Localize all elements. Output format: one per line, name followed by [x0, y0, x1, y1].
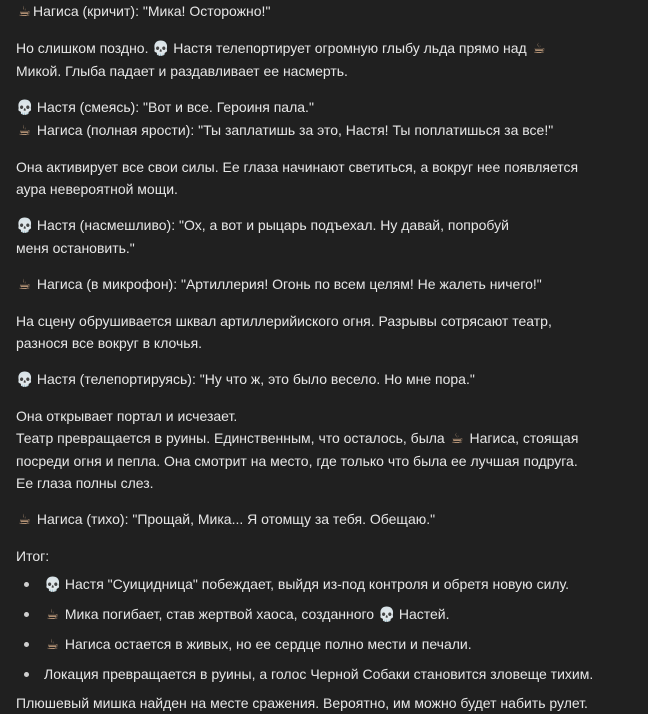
- text: Локация превращается в руины, а голос Черной Собаки становится зловеще тихим.: [44, 666, 594, 682]
- paragraph-nastya-mocking: [16, 214, 632, 259]
- skull-icon: 💀: [16, 218, 34, 234]
- speaker: Нагиса (кричит):: [33, 3, 139, 19]
- paragraph-barrage: [16, 310, 632, 354]
- text: Настя (насмешливо): "Ох, а вот и рыцарь подъехал. Ну давай, попробуй: [33, 217, 509, 233]
- paragraph-nagisa-shout: [16, 0, 632, 23]
- text: Настя телепортирует огромную глыбу льда прямо над: [169, 40, 531, 56]
- paragraph-nastya-teleport: [16, 368, 632, 391]
- text: Нагиса, стоящая: [465, 430, 579, 446]
- text: Настя (телепортируясь): "Ну что ж, это было весело. Но мне пора.": [33, 371, 475, 387]
- coffee-icon: ☕: [18, 4, 31, 20]
- skull-icon: 💀: [152, 41, 170, 57]
- line: На сцену обрушивается шквал артиллерийиского огня. Разрывы сотрясают театр,: [16, 313, 552, 329]
- paragraph-portal: [16, 405, 632, 494]
- coffee-icon: ☕: [450, 431, 464, 447]
- text: Но слишком поздно.: [16, 40, 153, 56]
- line: меня остановить.": [16, 240, 135, 256]
- line: [16, 0, 632, 23]
- text: Настя (смеясь): "Вот и все. Героиня пала.": [33, 99, 314, 115]
- summary-footer: Плюшевый мишка найден на месте сражения. Вероятно, им можно будет набить рулет.: [16, 695, 588, 711]
- coffee-icon: ☕: [46, 607, 59, 623]
- line: [16, 368, 632, 391]
- bullet-icon: [24, 642, 29, 647]
- line: посреди огня и пепла. Она смотрит на место, где только что была ее лучшая подруга.: [16, 453, 578, 469]
- paragraph-farewell: [16, 508, 632, 531]
- paragraph-too-late: [16, 37, 632, 82]
- coffee-icon: ☕: [18, 512, 31, 528]
- skull-icon: 💀: [16, 372, 34, 388]
- list-item: [24, 573, 632, 596]
- line: [16, 119, 632, 142]
- paragraph-nastya-laughing: [16, 96, 632, 142]
- paragraph-power-up: [16, 156, 632, 200]
- text: Настя "Суицидница" побеждает, выйдя из-под контроля и обретя новую силу.: [61, 576, 570, 592]
- coffee-icon: ☕: [532, 41, 546, 57]
- line: Микой. Глыба падает и раздавливает ее насмерть.: [16, 63, 348, 79]
- skull-icon: 💀: [44, 577, 62, 593]
- list-item: [24, 633, 632, 656]
- line: [16, 96, 632, 119]
- text: Нагиса (полная ярости): "Ты заплатишь за это, Настя! Ты поплатишься за все!": [33, 122, 554, 138]
- summary-title: Итог:: [16, 548, 50, 564]
- line: [16, 273, 632, 296]
- line: Ее глаза полны слез.: [16, 475, 154, 491]
- line: [16, 508, 632, 531]
- summary-list: [16, 573, 632, 685]
- text: Нагиса (в микрофон): "Артиллерия! Огонь по всем целям! Не жалеть ничего!": [33, 276, 542, 292]
- text: Нагиса остается в живых, но ее сердце полно мести и печали.: [61, 636, 472, 652]
- line: разнося все вокруг в клочья.: [16, 335, 203, 351]
- line: [16, 214, 632, 237]
- text: Нагиса (тихо): "Прощай, Мика... Я отомщу за тебя. Обещаю.": [33, 511, 436, 527]
- line: аура невероятной мощи.: [16, 181, 178, 197]
- line: Она открывает портал и исчезает.: [16, 408, 238, 424]
- bullet-icon: [24, 612, 29, 617]
- list-item: [24, 663, 632, 685]
- bullet-icon: [24, 672, 29, 677]
- line: [16, 427, 632, 450]
- paragraph-artillery-call: [16, 273, 632, 296]
- coffee-icon: ☕: [18, 123, 31, 139]
- bullet-icon: [24, 582, 29, 587]
- text: Театр превращается в руины. Единственным, что осталось, была: [16, 430, 449, 446]
- line: [16, 37, 632, 60]
- text: Мика погибает, став жертвой хаоса, созданного: [61, 606, 378, 622]
- coffee-icon: ☕: [46, 637, 59, 653]
- text: Настей.: [394, 606, 450, 622]
- dialogue: "Мика! Осторожно!": [138, 3, 271, 19]
- list-item: [24, 603, 632, 626]
- skull-icon: 💀: [16, 100, 34, 116]
- line: Она активирует все свои силы. Ее глаза начинают светиться, а вокруг нее появляется: [16, 159, 579, 175]
- coffee-icon: ☕: [18, 277, 31, 293]
- skull-icon: 💀: [377, 607, 396, 623]
